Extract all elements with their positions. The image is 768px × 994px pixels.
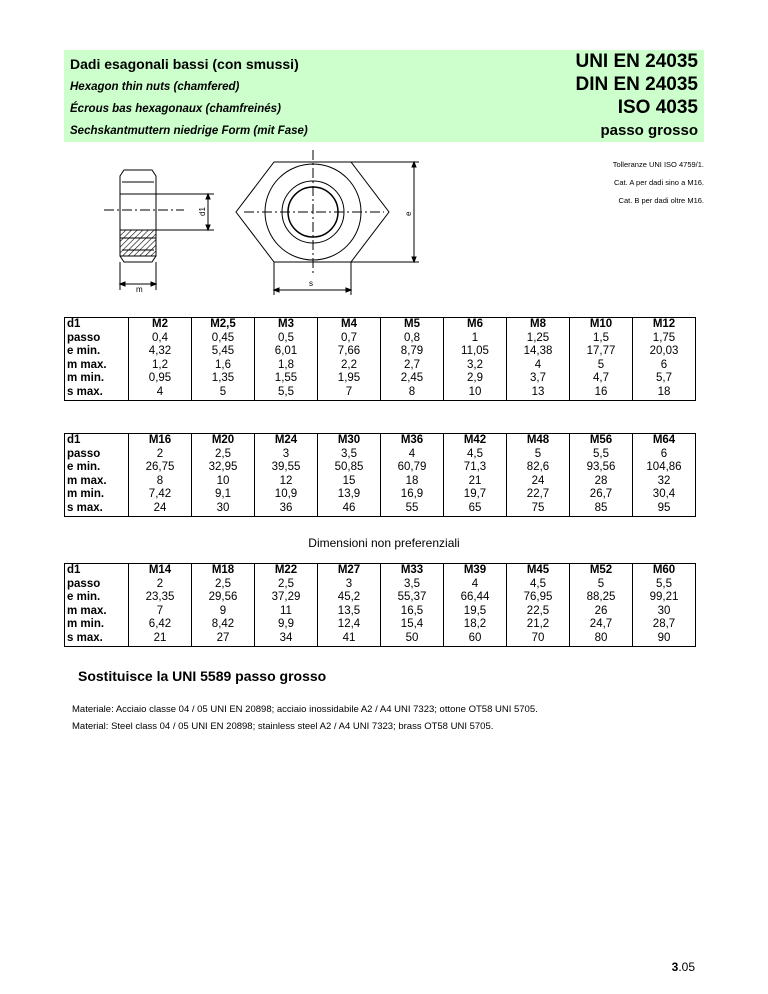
label-d1: d1	[67, 318, 81, 330]
m-max: 28	[594, 474, 608, 487]
pitch: 6	[660, 447, 668, 460]
m-max: 16,5	[400, 604, 424, 617]
size: M24	[274, 434, 298, 446]
m-max: 1,8	[278, 358, 294, 371]
s-max: 75	[531, 501, 545, 514]
pitch: 1	[471, 331, 479, 344]
s-max: 5,5	[278, 385, 294, 398]
size: M12	[652, 318, 676, 330]
e-min: 26,75	[145, 461, 175, 474]
m-min: 12,4	[337, 618, 361, 631]
m-max: 11	[280, 604, 292, 617]
size: M2	[152, 318, 168, 330]
m-min: 19,7	[463, 488, 487, 501]
m-min: 1,95	[337, 372, 361, 385]
m-min: 1,35	[211, 372, 235, 385]
e-min: 11,05	[461, 345, 489, 358]
side-view	[104, 170, 214, 290]
size: M27	[337, 564, 361, 576]
size: M36	[400, 434, 424, 446]
e-min: 55,37	[397, 591, 427, 604]
pitch: 5,5	[593, 447, 609, 460]
pitch: 1,5	[593, 331, 609, 344]
size: M18	[211, 564, 235, 576]
size: M22	[274, 564, 298, 576]
label-e-min: e min.	[67, 591, 101, 604]
m-max: 1,2	[152, 358, 168, 371]
s-max: 10	[468, 385, 482, 398]
s-max: 21	[153, 631, 167, 644]
pitch: 4	[471, 577, 479, 590]
title-german: Sechskantmuttern niedrige Form (mit Fase)	[70, 125, 308, 137]
dimensions-table-1	[64, 317, 696, 401]
size: M5	[404, 318, 420, 330]
size-column	[255, 434, 318, 517]
size-column	[255, 564, 318, 647]
m-min: 7,42	[148, 488, 172, 501]
size: M64	[652, 434, 676, 446]
label-s-max: s max.	[67, 631, 103, 644]
size: M20	[211, 434, 235, 446]
s-max: 95	[657, 501, 671, 514]
e-min: 29,56	[208, 591, 238, 604]
category-a-note: Cat. A per dadi sino a M16.	[613, 178, 704, 187]
s-max: 27	[216, 631, 230, 644]
material-english: Material: Steel class 04 / 05 UNI EN 20898; stainless steel A2 / A4 UNI 7323; brass OT58 UNI 5705.	[72, 721, 494, 732]
size: M6	[467, 318, 483, 330]
m-max: 24	[531, 474, 545, 487]
non-preferred-heading: Dimensioni non preferenziali	[308, 536, 460, 550]
standard-uni: UNI EN 24035	[575, 51, 698, 72]
label-d1: d1	[67, 564, 81, 576]
e-min: 5,45	[211, 345, 235, 358]
m-min: 13,9	[337, 488, 361, 501]
page-number	[672, 960, 695, 974]
pitch: 1,75	[652, 331, 676, 344]
m-min: 6,42	[148, 618, 172, 631]
m-max: 6	[660, 358, 668, 371]
pitch: 2	[156, 447, 164, 460]
pitch: 5,5	[656, 577, 672, 590]
size-column	[192, 434, 255, 517]
m-max: 32	[657, 474, 671, 487]
row-labels	[65, 318, 129, 401]
size-column	[570, 564, 633, 647]
e-min: 14,38	[523, 345, 553, 358]
label-passo: passo	[67, 577, 101, 590]
s-max: 18	[657, 385, 671, 398]
e-min: 71,3	[463, 461, 487, 474]
m-min: 3,7	[530, 372, 546, 385]
m-max: 26	[594, 604, 608, 617]
e-min: 45,2	[337, 591, 361, 604]
size: M45	[526, 564, 550, 576]
pitch: 3,5	[341, 447, 357, 460]
size-column	[507, 318, 570, 401]
s-max: 36	[279, 501, 293, 514]
e-min: 20,03	[649, 345, 679, 358]
pitch: 5	[534, 447, 542, 460]
label-m-min: m min.	[67, 618, 105, 631]
size-column	[570, 318, 633, 401]
m-min: 8,42	[211, 618, 235, 631]
e-min: 8,79	[400, 345, 424, 358]
size: M56	[589, 434, 613, 446]
label-m-min: m min.	[67, 488, 105, 501]
pitch: 2,5	[215, 447, 231, 460]
row-labels	[65, 434, 129, 517]
m-max: 4	[534, 358, 542, 371]
m-min: 15,4	[400, 618, 424, 631]
dimensions-table-non-preferred	[64, 563, 696, 647]
s-max: 65	[468, 501, 482, 514]
thread-type: passo grosso	[600, 122, 698, 139]
s-max: 8	[408, 385, 416, 398]
m-max: 9	[219, 604, 227, 617]
m-min: 26,7	[589, 488, 613, 501]
s-max: 4	[156, 385, 164, 398]
m-min: 21,2	[526, 618, 550, 631]
nut-drawing	[64, 150, 444, 300]
e-min: 104,86	[646, 461, 682, 474]
m-min: 2,9	[467, 372, 483, 385]
label-passo: passo	[67, 447, 101, 460]
label-m-max: m max.	[67, 604, 107, 617]
s-max: 13	[531, 385, 545, 398]
e-min: 66,44	[460, 591, 490, 604]
pitch: 3,5	[404, 577, 420, 590]
label-e: e	[404, 211, 413, 216]
e-min: 32,95	[208, 461, 238, 474]
s-max: 50	[405, 631, 419, 644]
pitch: 5	[597, 577, 605, 590]
standard-iso: ISO 4035	[617, 97, 698, 118]
size-column	[129, 434, 192, 517]
pitch: 0,45	[211, 331, 235, 344]
e-min: 7,66	[337, 345, 361, 358]
s-max: 80	[594, 631, 608, 644]
m-max: 15	[342, 474, 356, 487]
size: M10	[589, 318, 613, 330]
m-max: 3,2	[467, 358, 483, 371]
pitch: 0,5	[278, 331, 294, 344]
e-min: 99,21	[649, 591, 679, 604]
size: M48	[526, 434, 550, 446]
label-s: s	[309, 279, 313, 288]
label-e-min: e min.	[67, 345, 101, 358]
label-m-max: m max.	[67, 358, 107, 371]
size-column	[318, 434, 381, 517]
size-column	[444, 318, 507, 401]
label-d1: d1	[198, 207, 207, 216]
label-passo: passo	[67, 331, 101, 344]
pitch: 0,4	[152, 331, 168, 344]
size-column	[381, 318, 444, 401]
title-italian: Dadi esagonali bassi (con smussi)	[70, 56, 299, 72]
size: M42	[463, 434, 487, 446]
s-max: 5	[219, 385, 227, 398]
m-max: 21	[468, 474, 482, 487]
size-column	[192, 564, 255, 647]
size-column	[507, 434, 570, 517]
pitch: 0,8	[404, 331, 420, 344]
label-e-min: e min.	[67, 461, 101, 474]
row-labels	[65, 564, 129, 647]
m-max: 30	[657, 604, 671, 617]
size: M3	[278, 318, 294, 330]
dimensions-table-2	[64, 433, 696, 517]
m-min: 16,9	[400, 488, 424, 501]
material-italian: Materiale: Acciaio classe 04 / 05 UNI EN 20898; acciaio inossidabile A2 / A4 UNI 7323; ottone OT58 UNI 5705.	[72, 704, 538, 715]
pitch: 4	[408, 447, 416, 460]
e-min: 37,29	[271, 591, 301, 604]
replaces-note: Sostituisce la UNI 5589 passo grosso	[78, 668, 327, 684]
pitch: 2	[156, 577, 164, 590]
size-column	[381, 564, 444, 647]
size: M39	[463, 564, 487, 576]
s-max: 60	[468, 631, 482, 644]
e-min: 76,95	[523, 591, 553, 604]
size-column	[255, 318, 318, 401]
s-max: 46	[342, 501, 356, 514]
m-min: 9,1	[215, 488, 231, 501]
s-max: 30	[216, 501, 230, 514]
e-min: 6,01	[274, 345, 298, 358]
title-english: Hexagon thin nuts (chamfered)	[70, 81, 240, 93]
label-s-max: s max.	[67, 385, 103, 398]
label-m-min: m min.	[67, 372, 105, 385]
pitch: 2,5	[215, 577, 231, 590]
m-min: 18,2	[463, 618, 487, 631]
label-s-max: s max.	[67, 501, 103, 514]
m-max: 8	[156, 474, 164, 487]
m-min: 10,9	[274, 488, 298, 501]
size: M4	[341, 318, 357, 330]
size: M30	[337, 434, 361, 446]
m-min: 5,7	[656, 372, 672, 385]
page-chapter: 3	[671, 960, 679, 974]
m-min: 24,7	[589, 618, 613, 631]
e-min: 39,55	[271, 461, 301, 474]
m-min: 22,7	[526, 488, 550, 501]
e-min: 17,77	[586, 345, 616, 358]
m-max: 18	[405, 474, 419, 487]
m-max: 12	[279, 474, 293, 487]
e-min: 88,25	[586, 591, 616, 604]
s-max: 34	[279, 631, 293, 644]
s-max: 16	[594, 385, 608, 398]
m-min: 1,55	[274, 372, 298, 385]
m-min: 28,7	[652, 618, 676, 631]
size-column	[129, 564, 192, 647]
e-min: 93,56	[586, 461, 616, 474]
size: M60	[652, 564, 676, 576]
size-column	[507, 564, 570, 647]
m-min: 9,9	[278, 618, 294, 631]
size-column	[318, 318, 381, 401]
s-max: 7	[345, 385, 353, 398]
label-m-max: m max.	[67, 474, 107, 487]
standards	[575, 50, 698, 119]
size-column	[633, 564, 696, 647]
s-max: 70	[531, 631, 545, 644]
e-min: 23,35	[145, 591, 175, 604]
m-max: 1,6	[215, 358, 231, 371]
size: M52	[589, 564, 613, 576]
size-column	[633, 434, 696, 517]
m-max: 2,7	[404, 358, 420, 371]
m-min: 4,7	[593, 372, 609, 385]
size: M8	[530, 318, 546, 330]
pitch: 2,5	[278, 577, 294, 590]
m-max: 10	[216, 474, 230, 487]
size: M16	[148, 434, 172, 446]
size: M33	[400, 564, 424, 576]
m-max: 2,2	[341, 358, 357, 371]
pitch: 1,25	[526, 331, 550, 344]
m-max: 5	[597, 358, 605, 371]
m-max: 22,5	[526, 604, 550, 617]
pitch: 4,5	[530, 577, 546, 590]
s-max: 55	[405, 501, 419, 514]
e-min: 50,85	[334, 461, 364, 474]
category-b-note: Cat. B per dadi oltre M16.	[618, 196, 704, 205]
size-column	[570, 434, 633, 517]
pitch: 3	[282, 447, 290, 460]
m-min: 2,45	[400, 372, 424, 385]
size-column	[318, 564, 381, 647]
size-column	[444, 564, 507, 647]
front-view	[236, 150, 419, 295]
standard-din: DIN EN 24035	[575, 74, 698, 95]
s-max: 24	[153, 501, 167, 514]
size: M14	[148, 564, 172, 576]
page-sub: .05	[678, 960, 695, 974]
size-column	[381, 434, 444, 517]
m-min: 0,95	[148, 372, 172, 385]
pitch: 4,5	[467, 447, 483, 460]
m-max: 13,5	[337, 604, 361, 617]
size: M2,5	[210, 318, 236, 330]
label-m: m	[136, 285, 143, 294]
s-max: 85	[594, 501, 608, 514]
header-band	[64, 50, 704, 142]
size-column	[129, 318, 192, 401]
s-max: 90	[657, 631, 671, 644]
size-column	[192, 318, 255, 401]
e-min: 60,79	[397, 461, 427, 474]
m-min: 30,4	[652, 488, 676, 501]
size-column	[633, 318, 696, 401]
label-d1: d1	[67, 434, 81, 446]
m-max: 7	[156, 604, 164, 617]
size-column	[444, 434, 507, 517]
tolerance-note: Tolleranze UNI ISO 4759/1.	[612, 160, 704, 169]
pitch: 3	[345, 577, 353, 590]
title-french: Écrous bas hexagonaux (chamfreinés)	[70, 103, 281, 115]
m-max: 19,5	[463, 604, 487, 617]
e-min: 4,32	[148, 345, 172, 358]
s-max: 41	[342, 631, 356, 644]
pitch: 0,7	[341, 331, 357, 344]
e-min: 82,6	[526, 461, 550, 474]
